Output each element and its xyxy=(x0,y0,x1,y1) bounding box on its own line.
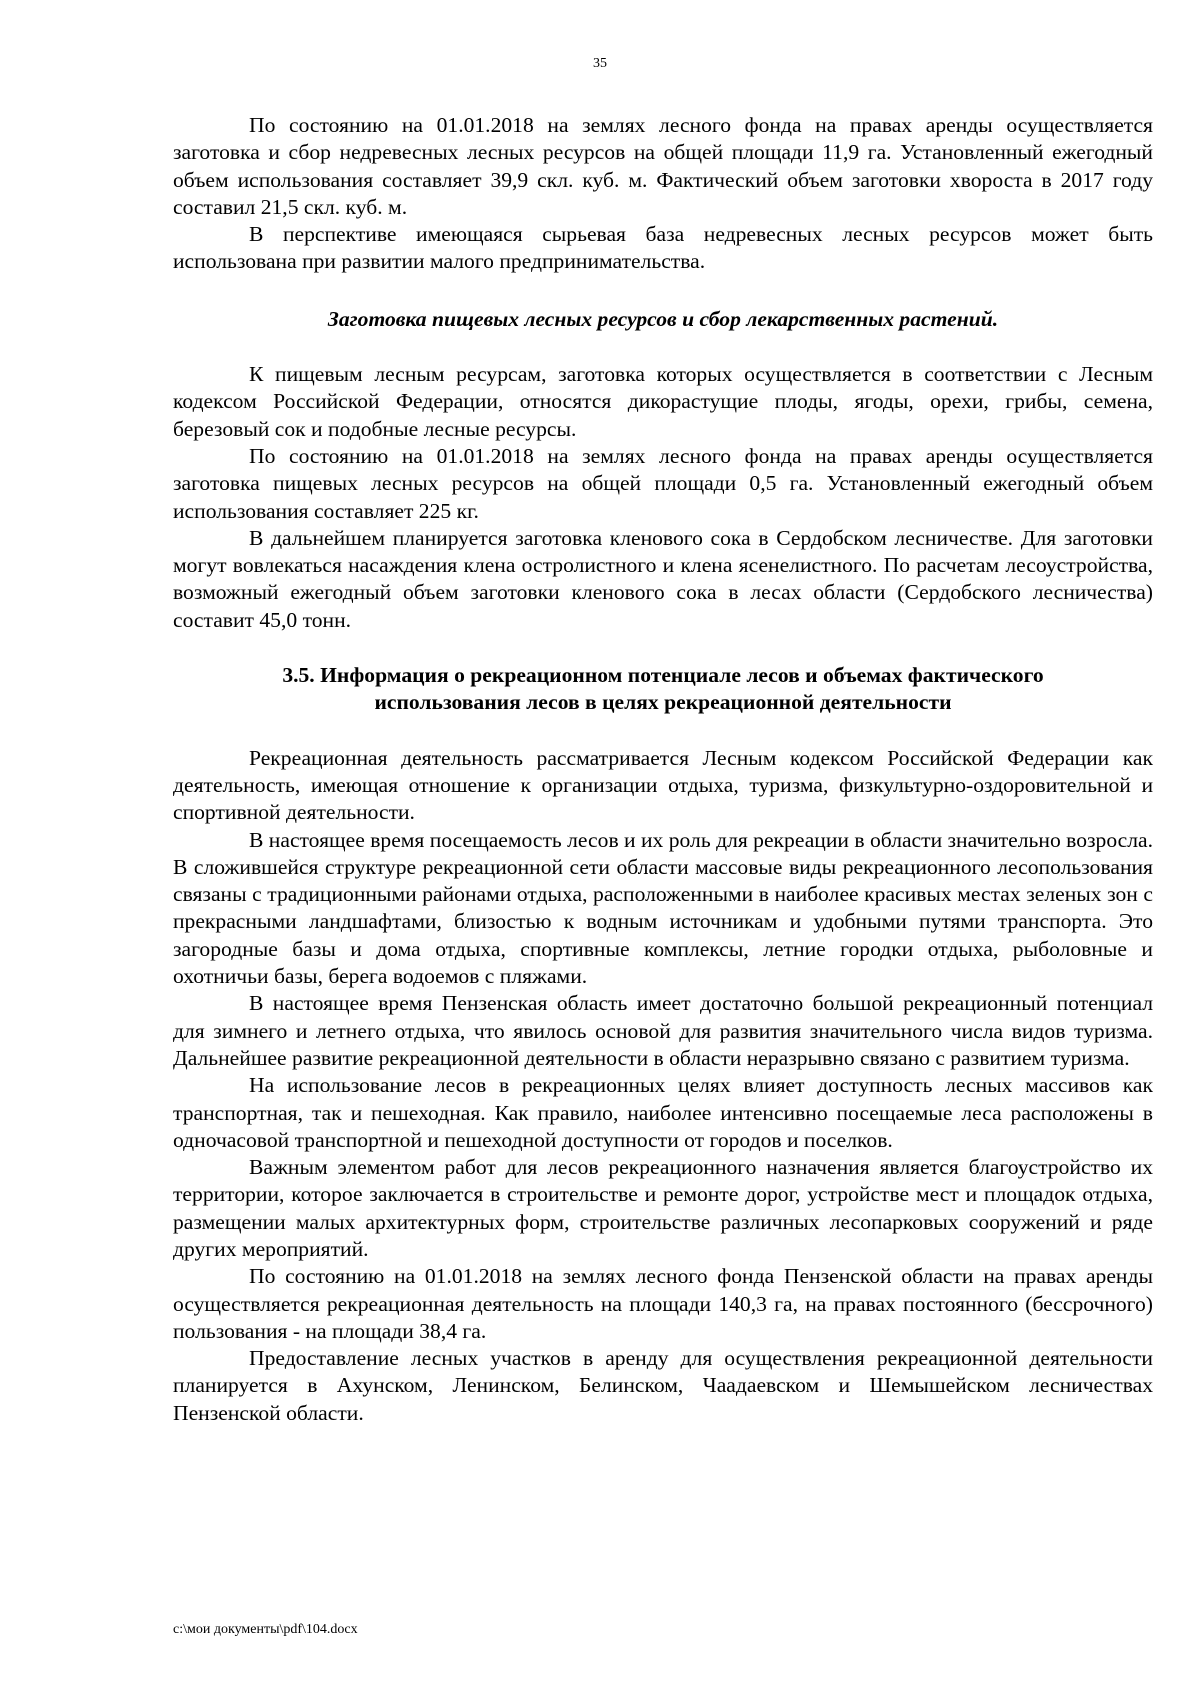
paragraph: По состоянию на 01.01.2018 на землях лесного фонда на правах аренды осуществляется заготовка пищевых лесных ресурсов на общей площади 0,5 га. Установленный ежегодный объем использования составляет 225 кг. xyxy=(173,443,1153,523)
page-number: 35 xyxy=(593,56,607,71)
paragraph: В настоящее время Пензенская область имеет достаточно большой рекреационный потенциал для зимнего и летнего отдыха, что явилось основой для развития значительного числа видов туризма. Дальнейшее развитие рекреационной деятельности в области неразрывно связано с развитием туризма. xyxy=(173,991,1153,1070)
paragraph: К пищевым лесным ресурсам, заготовка которых осуществляется в соответствии с Лесным кодексом Российской Федерации, относятся дикорастущие плоды, ягоды, орехи, грибы, семена, березовый сок и подобные лесные ресурсы. xyxy=(173,362,1153,441)
section-title: 3.5. Информация о рекреационном потенциале лесов и объемах фактического использования лесов в целях рекреационной деятельности xyxy=(282,663,1044,715)
paragraph: По состоянию на 01.01.2018 на землях лесного фонда Пензенской области на правах аренды осуществляется рекреационная деятельность на площади 140,3 га, на правах постоянного (бессрочного) пользования - на площади 38,4 га. xyxy=(173,1264,1153,1343)
footer-file-path: c:\мои документы\pdf\104.docx xyxy=(173,1622,358,1637)
document-body xyxy=(173,112,1153,1427)
paragraph: В перспективе имеющаяся сырьевая база недревесных лесных ресурсов может быть использована при развитии малого предпринимательства. xyxy=(173,222,1153,274)
paragraph: Рекреационная деятельность рассматривается Лесным кодексом Российской Федерации как деятельность, имеющая отношение к организации отдыха, туризма, физкультурно-оздоровительной и спортивной деятельности. xyxy=(173,745,1153,825)
paragraph: По состоянию на 01.01.2018 на землях лесного фонда на правах аренды осуществляется заготовка и сбор недревесных лесных ресурсов на общей площади 11,9 га. Установленный ежегодный объем использования составляет 39,9 скл. куб. м. Фактический объем заготовки хвороста в 2017 году составил 21,5 скл. куб. м. xyxy=(173,113,1153,219)
subheading: Заготовка пищевых лесных ресурсов и сбор лекарственных растений. xyxy=(327,306,999,331)
paragraph: Важным элементом работ для лесов рекреационного назначения является благоустройство их территории, которое заключается в строительстве и ремонте дорог, устройстве мест и площадок отдыха, размещении малых архитектурных форм, строительстве различных лесопарковых сооружений и ряде других мероприятий. xyxy=(173,1155,1153,1261)
paragraph: В настоящее время посещаемость лесов и их роль для рекреации в области значительно возросла. В сложившейся структуре рекреационной сети области массовые виды рекреационного лесопользования связаны с традиционными районами отдыха, расположенными в наиболее красивых местах зеленых зон с прекрасными ландшафтами, близостью к водным источникам и удобными путями транспорта. Это загородные базы и дома отдыха, спортивные комплексы, летние городки отдыха, рыболовные и охотничьи базы, берега водоемов с пляжами. xyxy=(173,827,1153,989)
paragraph: Предоставление лесных участков в аренду для осуществления рекреационной деятельности планируется в Ахунском, Ленинском, Белинском, Чаадаевском и Шемышейском лесничествах Пензенской области. xyxy=(173,1346,1153,1425)
paragraph: На использование лесов в рекреационных целях влияет доступность лесных массивов как транспортная, так и пешеходная. Как правило, наиболее интенсивно посещаемые леса расположены в одночасовой транспортной и пешеходной доступности от городов и поселков. xyxy=(173,1073,1153,1152)
paragraph: В дальнейшем планируется заготовка кленового сока в Сердобском лесничестве. Для заготовки могут вовлекаться насаждения клена остролистного и клена ясенелистного. По расчетам лесоустройства, возможный ежегодный объем заготовки кленового сока в лесах области (Сердобского лесничества) составит 45,0 тонн. xyxy=(173,525,1153,632)
